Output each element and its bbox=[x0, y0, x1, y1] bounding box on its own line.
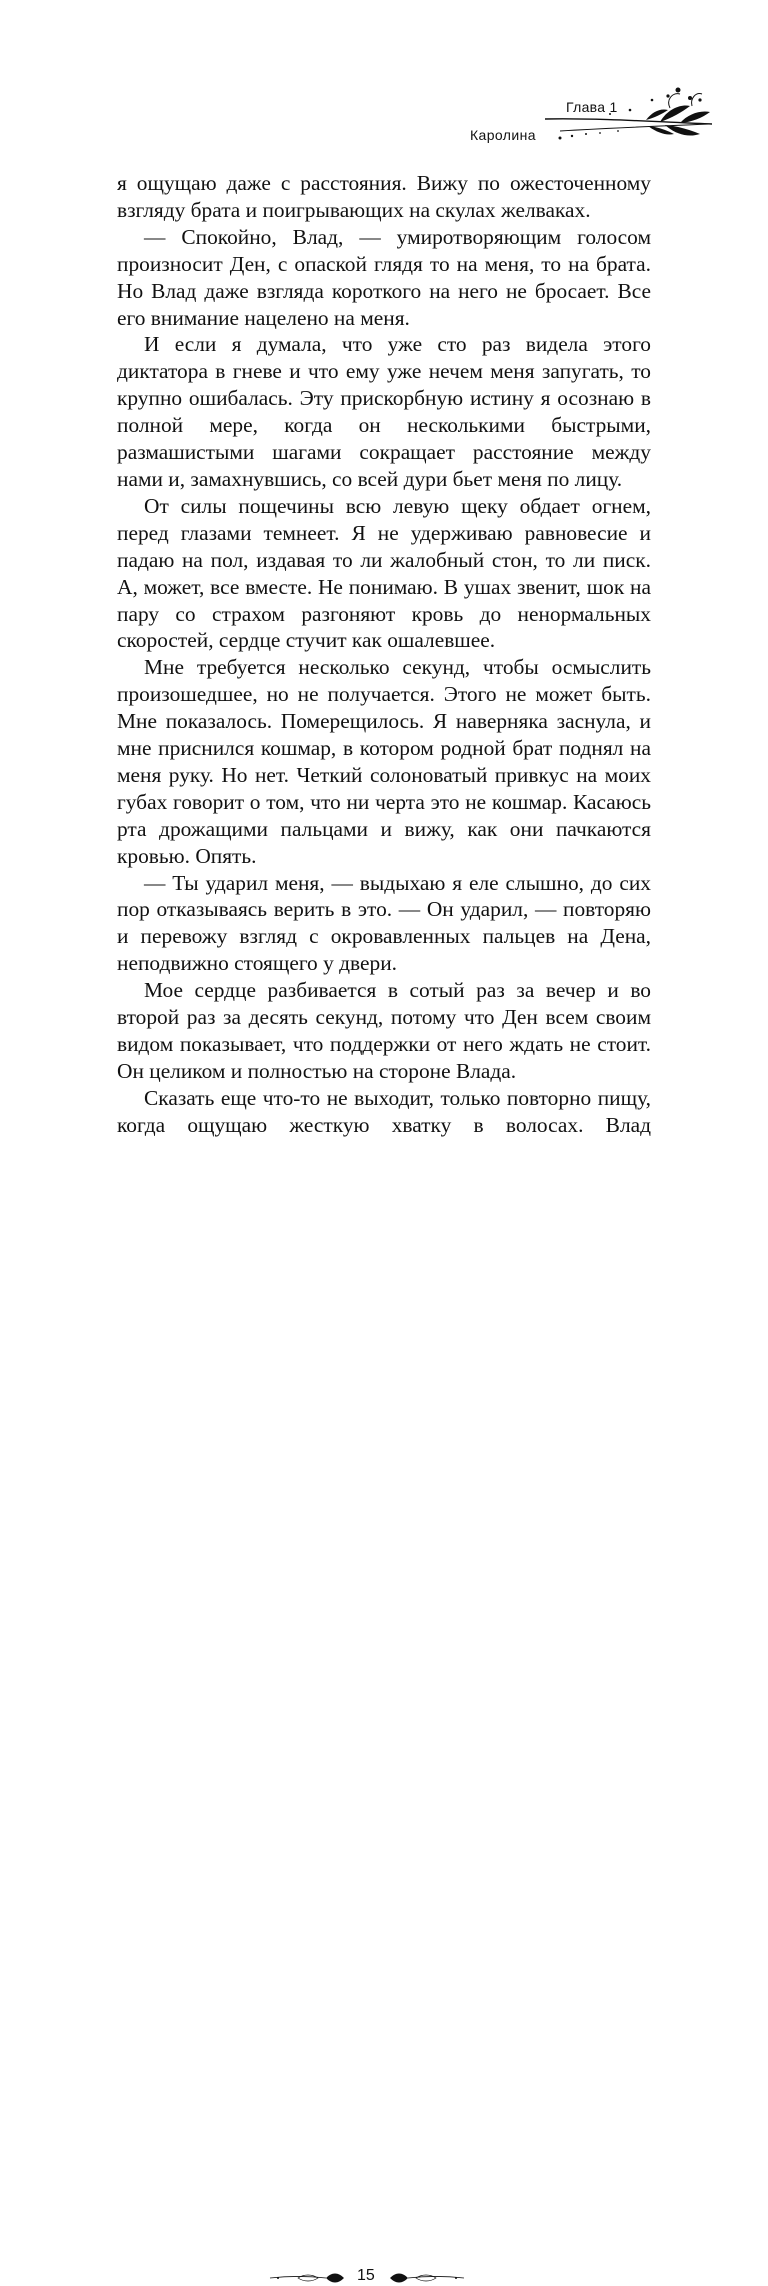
flourish-icon bbox=[268, 2270, 348, 2286]
paragraph: От силы пощечины всю левую щеку обдает огнем, перед глазами темнеет. Я не удерживаю равновесие и падаю на пол, издавая то ли жалобный стон, то ли писк. А, может, все вместе. Не понимаю. В ушах звенит, шок на пару со страхом разгоняют кровь до ненормальных скоростей, сердце стучит как ошалевшее. bbox=[117, 493, 651, 653]
paragraph: Мне требуется несколько секунд, чтобы осмыслить произошедшее, но не получается. Этого не может быть. Мне показалось. Померещилось. Я наверняка заснула, и мне приснился кошмар, в котором родной брат поднял на меня руку. Но нет. Четкий солоноватый привкус на моих губах говорит о том, что ни черта это не кошмар. Касаюсь рта дрожащими пальцами и вижу, как они пачкаются кровью. Опять. bbox=[117, 655, 651, 868]
page-number: 15 bbox=[357, 2267, 375, 2284]
paragraph: я ощущаю даже с расстояния. Вижу по ожесточенному взгляду брата и поигрывающих на скулах желваках. bbox=[117, 171, 651, 222]
paragraph: Сказать еще что-то не выходит, только повторно пищу, когда ощущаю жесткую хватку в волосах. Влад bbox=[117, 1085, 651, 1137]
page-footer bbox=[0, 1130, 768, 2284]
chapter-title: Глава 1 bbox=[566, 99, 618, 115]
paragraph: Мое сердце разбивается в сотый раз за вечер и во второй раз за десять секунд, потому что Ден всем своим видом показывает, что поддержки от него ждать не стоит. Он целиком и полностью на стороне Влада. bbox=[117, 978, 651, 1083]
paragraph: И если я думала, что уже сто раз видела этого диктатора в гневе и что ему уже нечем меня запугать, то крупно ошибалась. Эту прискорбную истину я осознаю в полной мере, когда он несколькими быстрыми, размашистыми шагами сокращает расстояние между нами и, замахнувшись, со всей дури бьет меня по лицу. bbox=[117, 332, 651, 491]
running-header bbox=[0, 0, 768, 170]
paragraph: — Ты ударил меня, — выдыхаю я еле слышно, до сих пор отказываясь верить в это. — Он ударил, — повторяю и перевожу взгляд с окровавленных пальцев на Дена, неподвижно стоящего у двери. bbox=[117, 870, 651, 976]
body-text bbox=[117, 170, 651, 1139]
paragraph: — Спокойно, Влад, — умиротворяющим голосом произносит Ден, с опаской глядя то на меня, то на брата. Но Влад даже взгляда короткого на него не бросает. Все его внимание нацелено на меня. bbox=[117, 224, 651, 330]
chapter-subtitle: Каролина bbox=[470, 127, 536, 143]
flourish-icon bbox=[386, 2270, 466, 2286]
floral-branch-icon bbox=[540, 78, 720, 158]
